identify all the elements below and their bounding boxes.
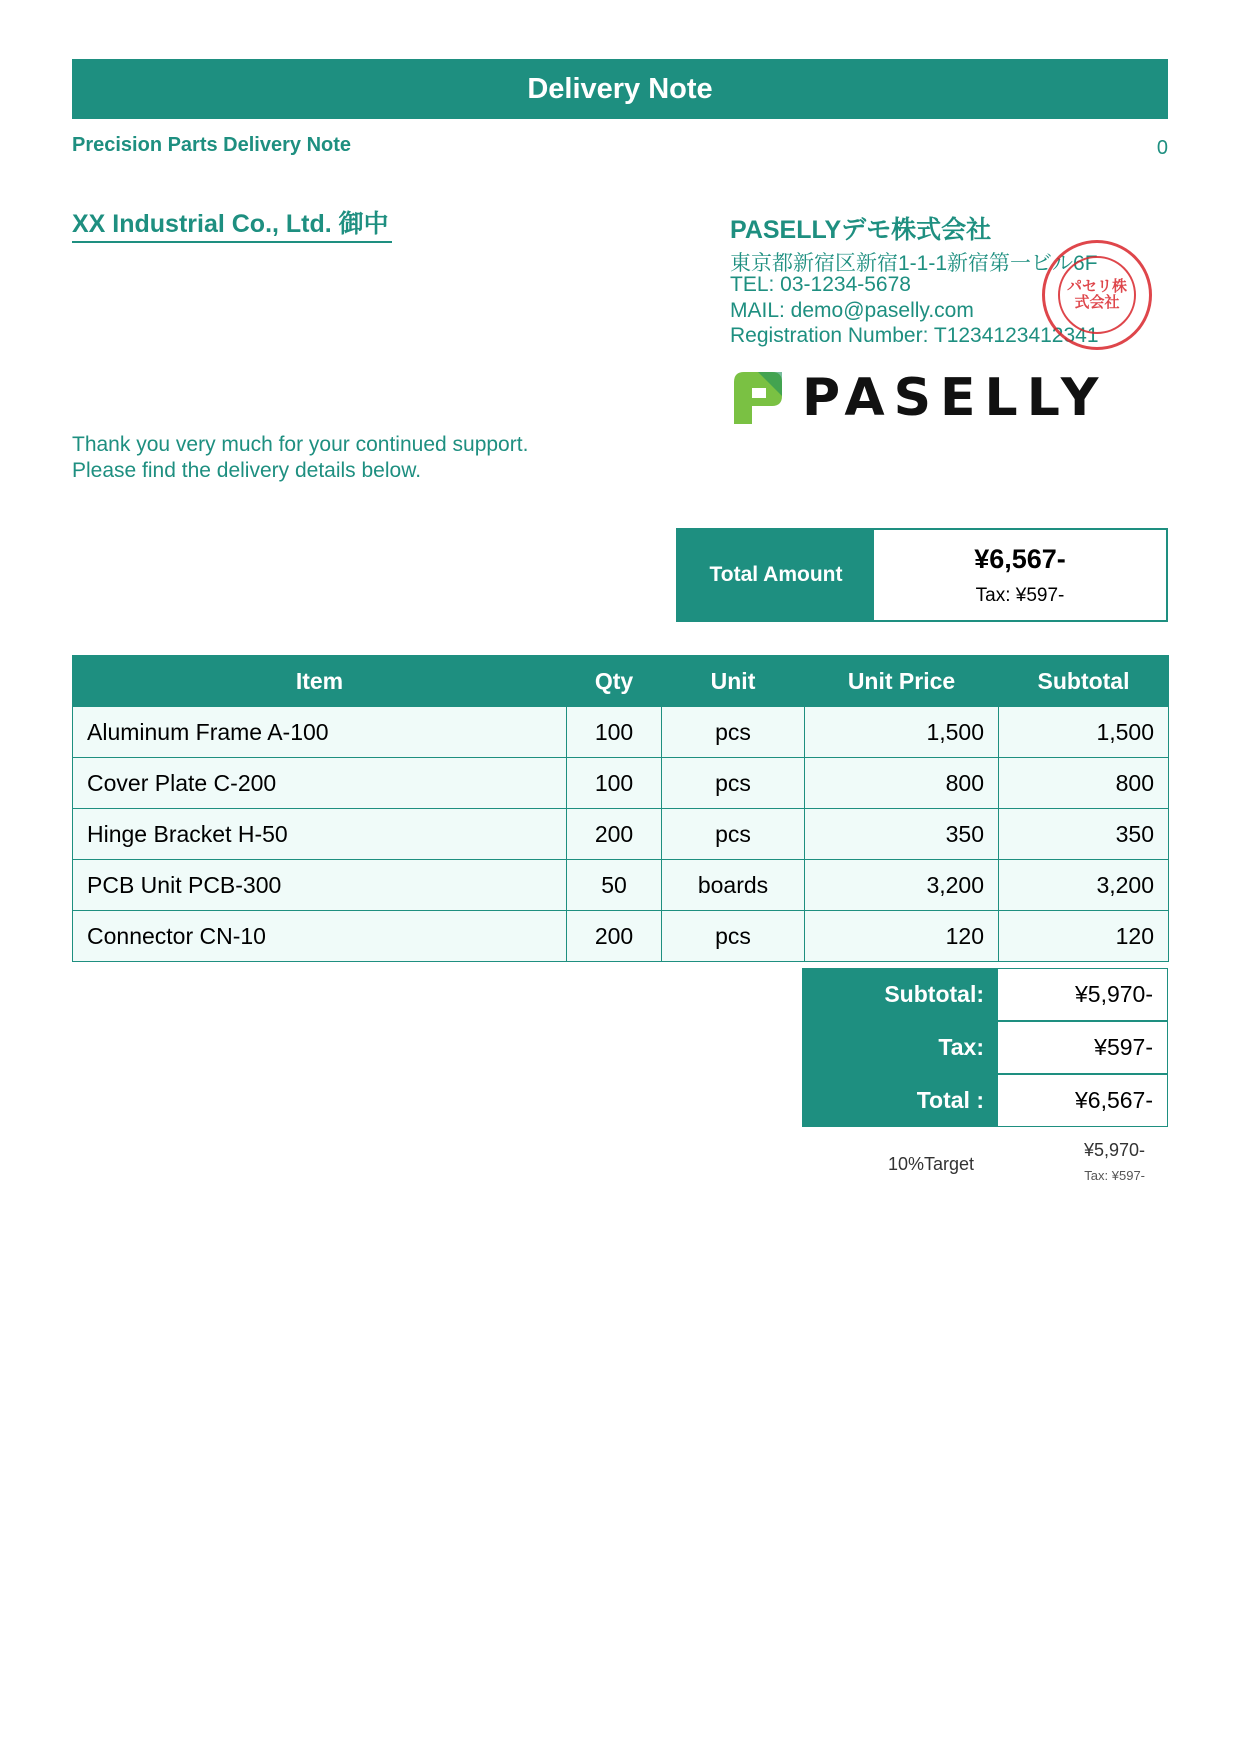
- cell-unit-price: 800: [805, 758, 999, 809]
- summary-total-value: ¥6,567-: [998, 1074, 1168, 1127]
- total-amount-label: Total Amount: [678, 530, 874, 620]
- cell-unit-price: 350: [805, 809, 999, 860]
- cell-subtotal: 120: [999, 911, 1169, 962]
- table-header-row: [73, 656, 1169, 707]
- document-title: Delivery Note: [72, 59, 1168, 119]
- cell-item: Cover Plate C-200: [73, 758, 567, 809]
- cell-unit-price: 1,500: [805, 707, 999, 758]
- tax-breakdown-amount: ¥5,970-: [1083, 1140, 1145, 1160]
- summary-total-row: [802, 1074, 1168, 1127]
- issuer-tel: TEL: 03-1234-5678: [730, 273, 911, 296]
- cell-unit: boards: [662, 860, 805, 911]
- cell-unit: pcs: [662, 911, 805, 962]
- greeting-text: [72, 432, 528, 484]
- cell-item: PCB Unit PCB-300: [73, 860, 567, 911]
- header-item: Item: [73, 656, 567, 707]
- cell-qty: 100: [567, 758, 662, 809]
- total-amount-box: [676, 528, 1168, 622]
- table-row: [73, 860, 1169, 911]
- company-seal-stamp: [1042, 240, 1152, 350]
- cell-qty: 200: [567, 809, 662, 860]
- tax-breakdown-tax: Tax: ¥597-: [1084, 1168, 1145, 1183]
- leaf-logo-icon: [730, 368, 786, 428]
- cell-item: Aluminum Frame A-100: [73, 707, 567, 758]
- cell-unit-price: 3,200: [805, 860, 999, 911]
- summary-subtotal-row: [802, 968, 1168, 1021]
- issuer-registration: Registration Number: T1234123412341: [730, 324, 1099, 347]
- issuer-mail: MAIL: demo@paselly.com: [730, 299, 974, 322]
- summary-tax-row: [802, 1021, 1168, 1074]
- cell-item: Hinge Bracket H-50: [73, 809, 567, 860]
- greeting-line-1: Thank you very much for your continued support.: [72, 433, 529, 456]
- cell-subtotal: 3,200: [999, 860, 1169, 911]
- cell-qty: 200: [567, 911, 662, 962]
- header-subtotal: Subtotal: [999, 656, 1169, 707]
- header-unit-price: Unit Price: [805, 656, 999, 707]
- items-table: [72, 655, 1169, 962]
- document-number: 0: [1156, 137, 1168, 159]
- summary-tax-value: ¥597-: [998, 1021, 1168, 1074]
- greeting-line-2: Please find the delivery details below.: [72, 459, 422, 482]
- stamp-text: パセリ株式会社: [1058, 256, 1136, 334]
- header-qty: Qty: [567, 656, 662, 707]
- cell-unit: pcs: [662, 707, 805, 758]
- cell-unit: pcs: [662, 758, 805, 809]
- cell-subtotal: 350: [999, 809, 1169, 860]
- cell-item: Connector CN-10: [73, 911, 567, 962]
- total-amount-values: [874, 530, 1166, 620]
- table-row: [73, 707, 1169, 758]
- cell-subtotal: 1,500: [999, 707, 1169, 758]
- table-row: [73, 809, 1169, 860]
- recipient-name: XX Industrial Co., Ltd. 御中: [72, 210, 392, 243]
- issuer-address: 東京都新宿区新宿1-1-1新宿第一ビル6F: [730, 252, 1098, 275]
- total-amount-tax: Tax: ¥597-: [975, 584, 1065, 606]
- cell-qty: 50: [567, 860, 662, 911]
- table-row: [73, 758, 1169, 809]
- cell-qty: 100: [567, 707, 662, 758]
- table-row: [73, 911, 1169, 962]
- summary-subtotal-label: Subtotal:: [802, 968, 998, 1021]
- logo-wordmark: PASELLY: [802, 368, 1108, 428]
- summary-tax-label: Tax:: [802, 1021, 998, 1074]
- summary-total-label: Total :: [802, 1074, 998, 1127]
- header-unit: Unit: [662, 656, 805, 707]
- total-amount-value: ¥6,567-: [974, 543, 1066, 574]
- cell-subtotal: 800: [999, 758, 1169, 809]
- cell-unit: pcs: [662, 809, 805, 860]
- tax-breakdown-label: 10%Target: [888, 1154, 975, 1174]
- document-subtitle: Precision Parts Delivery Note: [72, 134, 352, 156]
- issuer-company-name: PASELLYデモ株式会社: [730, 216, 992, 244]
- summary-subtotal-value: ¥5,970-: [998, 968, 1168, 1021]
- cell-unit-price: 120: [805, 911, 999, 962]
- company-logo: [730, 368, 1107, 428]
